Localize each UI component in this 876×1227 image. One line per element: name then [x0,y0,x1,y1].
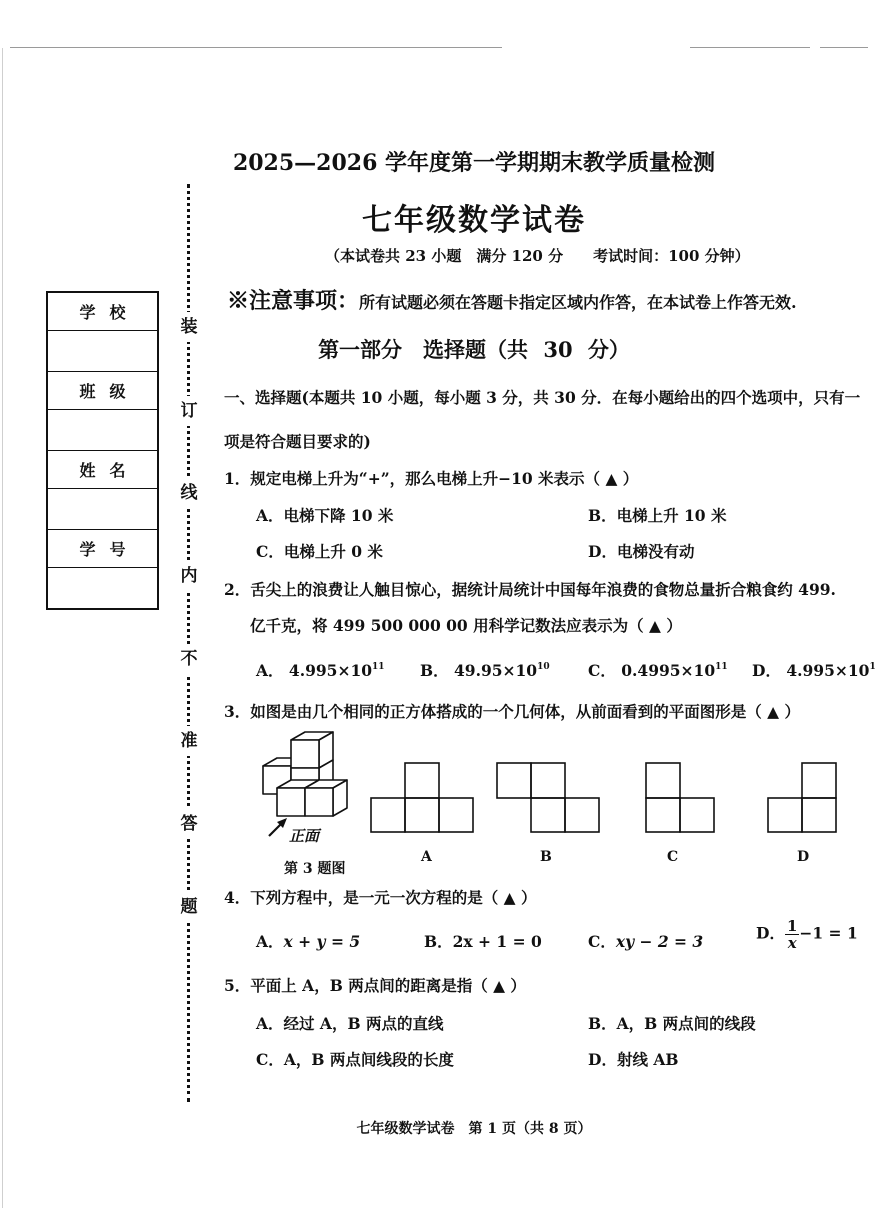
exam-title: 2025—2026 学年度第一学期期末教学质量检测 [232,150,716,176]
q4-option-b-label: B． [424,932,453,951]
q4-option-d-denominator: x [787,934,797,952]
class-field[interactable] [47,410,158,451]
q2-option-a-text: A． 4.995×10 [256,661,373,680]
name-field[interactable] [47,489,158,530]
binding-char: 答 [179,809,199,839]
binding-char: 内 [179,561,199,591]
q5-option-d[interactable]: D．射线 AB [588,1050,679,1069]
notice [227,284,797,315]
q4-option-d-label: D． [756,923,785,943]
section-intro-line1: 一、选择题(本题共 10 小题，每小题 3 分，共 30 分．在每小题给出的四个选项中，只有一 [224,388,861,407]
binding-char: 准 [179,726,199,756]
student-id-field[interactable] [47,568,158,610]
page-footer: 七年级数学试卷 第 1 页（共 8 页） [356,1121,592,1137]
q2-option-a[interactable] [256,659,385,681]
exam-subtitle: （本试卷共 23 小题 满分 120 分 考试时间：100 分钟） [325,247,750,265]
binding-char: 不 [179,644,199,674]
q4-option-b[interactable] [424,930,542,952]
part-one-title: 第一部分 选择题（共 30 分） [318,337,630,362]
top-edge-line-right [820,47,868,48]
name-label: 姓名 [47,451,158,489]
q4-option-d[interactable] [756,918,858,951]
q4-option-a-eq: x + y = 5 [283,932,361,951]
q5-stem: 5．平面上 A，B 两点间的距离是指（ ▲ ） [224,976,526,995]
q4-option-d-rest: −1 = 1 [799,923,858,943]
notice-text: 所有试题必须在答题卡指定区域内作答，在本试卷上作答无效. [359,293,797,312]
q4-option-c-label: C． [588,932,616,951]
q2-option-b[interactable] [420,659,550,681]
q3-front-label: 正面 [289,827,320,845]
q4-option-a-label: A． [256,932,284,951]
q2-option-d-text: D． 4.995×10 [752,661,870,680]
q1-option-c[interactable]: C．电梯上升 0 米 [256,542,383,561]
q3-stem: 3．如图是由几个相同的正方体搭成的一个几何体，从前面看到的平面图形是（ ▲ ） [224,702,801,721]
q4-option-c[interactable] [588,930,703,952]
q4-option-c-eq: xy − 2 = 3 [615,932,704,951]
q4-option-a[interactable] [256,930,360,952]
q3-figure-caption: 第 3 题图 [284,861,346,877]
subject-title: 七年级数学试卷 [362,203,586,238]
q2-option-c-text: C． 0.4995×10 [588,661,716,680]
q3-option-a-figure[interactable] [370,762,476,834]
q2-option-a-exp: 11 [372,662,385,672]
q5-option-c[interactable]: C．A，B 两点间线段的长度 [256,1050,454,1069]
q1-option-b[interactable]: B．电梯上升 10 米 [588,506,727,525]
q3-option-b-label: B [540,849,552,865]
top-edge-line-mid [690,47,810,48]
q2-option-c-exp: 11 [715,662,728,672]
q4-stem: 4．下列方程中，是一元一次方程的是（ ▲ ） [224,888,537,907]
class-label: 班级 [47,372,158,410]
q2-option-c[interactable] [588,659,728,681]
binding-char: 线 [179,478,199,508]
q4-option-d-numerator: 1 [786,917,798,935]
q3-option-b-figure[interactable] [496,762,602,834]
binding-char: 订 [179,396,199,426]
q3-option-d-figure[interactable] [767,762,841,834]
q2-option-b-text: B． 49.95×10 [420,661,538,680]
binding-char: 题 [179,892,199,922]
q3-option-a-label: A [421,849,432,865]
q2-option-d[interactable] [752,659,876,681]
q3-cube-solid-figure [255,728,365,850]
q1-option-a[interactable]: A．电梯下降 10 米 [256,506,394,525]
q1-stem: 1．规定电梯上升为“+”，那么电梯上升−10 米表示（ ▲ ） [224,469,639,488]
q4-option-d-fraction [785,918,799,951]
q3-option-c-label: C [667,849,679,865]
q2-option-b-exp: 10 [537,662,550,672]
q2-stem-line2: 亿千克，将 499 500 000 00 用科学记数法应表示为（ ▲ ） [250,616,682,635]
section-intro-line2: 项是符合题目要求的) [224,432,371,451]
q3-option-c-figure[interactable] [645,762,719,834]
student-id-label: 学号 [47,530,158,568]
q5-option-a[interactable]: A．经过 A，B 两点的直线 [256,1014,444,1033]
school-label: 学校 [47,292,158,331]
q5-option-b[interactable]: B．A，B 两点间的线段 [588,1014,756,1033]
notice-label: ※注意事项： [227,288,360,314]
q3-option-d-label: D [797,849,810,865]
q1-option-d[interactable]: D．电梯没有动 [588,542,695,561]
q4-option-b-eq: 2x + 1 = 0 [452,932,542,951]
q2-stem-line1: 2．舌尖上的浪费让人触目惊心，据统计局统计中国每年浪费的食物总量折合粮食约 499. [224,580,836,599]
binding-char: 装 [179,312,199,342]
top-edge-line-left [10,47,502,48]
q2-option-d-exp: 1 [869,662,876,672]
